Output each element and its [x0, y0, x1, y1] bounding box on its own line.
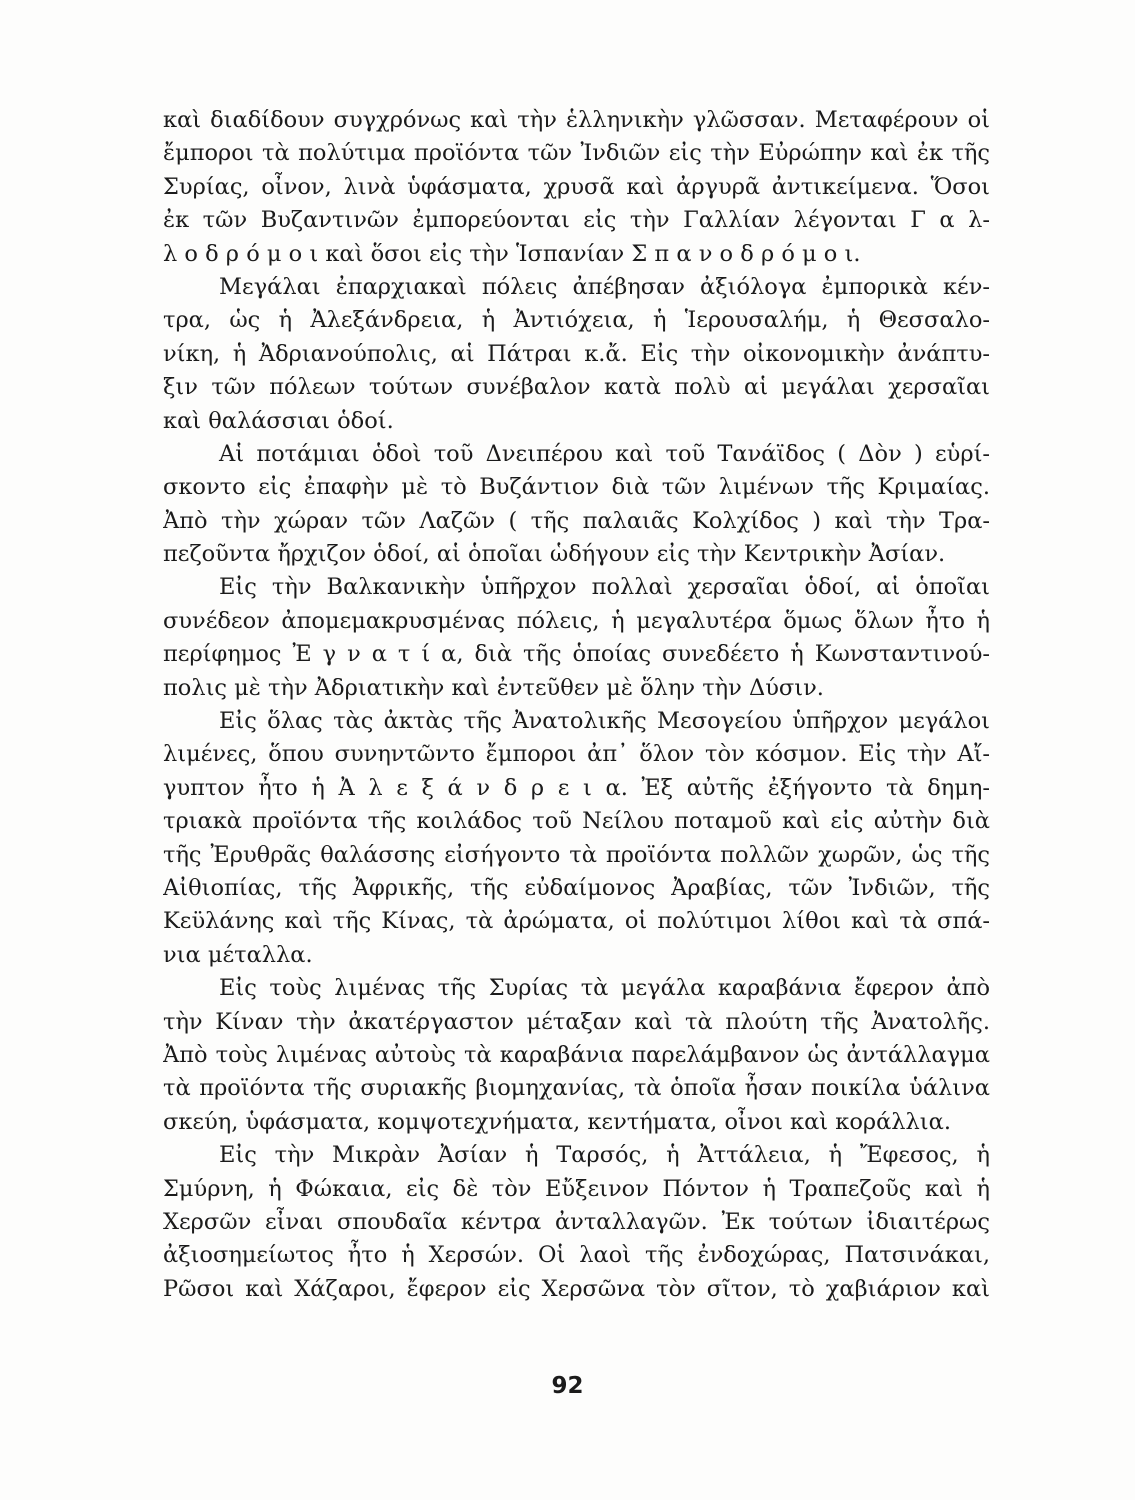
- text-line: καὶ διαδίδουν συγχρόνως καὶ τὴν ἑλληνικὴν γλῶσσαν. Μεταφέρουν οἱ: [163, 107, 990, 133]
- text-line: ἔμποροι τὰ πολύτιμα προϊόντα τῶν Ἰνδιῶν εἰς τὴν Εὐρώπην καὶ ἐκ τῆς: [163, 140, 990, 167]
- text-line: Ἀπὸ τὴν χώραν τῶν Λαζῶν ( τῆς παλαιᾶς Κολχίδος ) καὶ τὴν Τρα-: [163, 507, 990, 534]
- text-line: λιμένες, ὅπου συνηντῶντο ἔμποροι ἀπ᾽ ὅλον τὸν κόσμον. Εἰς τὴν Αἴ-: [163, 741, 990, 768]
- body-text: [163, 104, 990, 1306]
- text-line: νίκη, ἡ Ἀδριανούπολις, αἱ Πάτραι κ.ἄ. Εἰς τὴν οἰκονομικὴν ἀνάπτυ-: [163, 340, 990, 367]
- text-line: Χερσῶν εἶναι σπουδαῖα κέντρα ἀνταλλαγῶν. Ἐκ τούτων ἰδιαιτέρως: [163, 1208, 990, 1235]
- text-line: Κεϋλάνης καὶ τῆς Κίνας, τὰ ἀρώματα, οἱ πολύτιμοι λίθοι καὶ τὰ σπά-: [163, 908, 990, 935]
- paragraph-first-line: Μεγάλαι ἐπαρχιακαὶ πόλεις ἀπέβησαν ἀξιόλογα ἐμπορικὰ κέν-: [219, 273, 990, 300]
- text-line: τρα, ὡς ἡ Ἀλεξάνδρεια, ἡ Ἀντιόχεια, ἡ Ἱερουσαλήμ, ἡ Θεσσαλο-: [163, 307, 990, 334]
- text-line: Ρῶσοι καὶ Χάζαροι, ἔφερον εἰς Χερσῶνα τὸν σῖτον, τὸ χαβιάριον καὶ: [163, 1275, 990, 1302]
- text-line: συνέδεον ἀπομεμακρυσμένας πόλεις, ἡ μεγαλυτέρα ὅμως ὅλων ἦτο ἡ: [163, 607, 990, 634]
- text-line: πεζοῦντα ἤρχιζον ὁδοί, αἱ ὁποῖαι ὡδήγουν εἰς τὴν Κεντρικὴν Ἀσίαν.: [163, 541, 946, 568]
- text-line: Σμύρνη, ἡ Φώκαια, εἰς δὲ τὸν Εὔξεινον Πόντον ἡ Τραπεζοῦς καὶ ἡ: [163, 1175, 990, 1202]
- text-line: Συρίας, οἶνον, λινὰ ὑφάσματα, χρυσᾶ καὶ ἀργυρᾶ ἀντικείμενα. Ὅσοι: [163, 173, 990, 200]
- text-line: νια μέταλλα.: [163, 941, 313, 968]
- paragraph-first-line: Εἰς τὴν Μικρὰν Ἀσίαν ἡ Ταρσός, ἡ Ἀττάλεια, ἡ Ἔφεσος, ἡ: [219, 1142, 990, 1169]
- text-line: σκοντο εἰς ἐπαφὴν μὲ τὸ Βυζάντιον διὰ τῶν λιμένων τῆς Κριμαίας.: [163, 474, 990, 501]
- text-line: τριακὰ προϊόντα τῆς κοιλάδος τοῦ Νείλου ποταμοῦ καὶ εἰς αὐτὴν διὰ: [163, 808, 990, 835]
- text-line: περίφημος Ἐ γ ν α τ ί α, διὰ τῆς ὁποίας συνεδέετο ἡ Κωνσταντινού-: [163, 641, 990, 668]
- text-line: σκεύη, ὑφάσματα, κομψοτεχνήματα, κεντήματα, οἶνοι καὶ κοράλλια.: [163, 1108, 951, 1135]
- text-line: Αἰθιοπίας, τῆς Ἀφρικῆς, τῆς εὐδαίμονος Ἀραβίας, τῶν Ἰνδιῶν, τῆς: [163, 874, 990, 901]
- paragraph-first-line: Εἰς τοὺς λιμένας τῆς Συρίας τὰ μεγάλα καραβάνια ἔφερον ἀπὸ: [219, 975, 990, 1002]
- text-line: πολις μὲ τὴν Ἀδριατικὴν καὶ ἐντεῦθεν μὲ ὅλην τὴν Δύσιν.: [163, 674, 824, 701]
- text-line: ἐκ τῶν Βυζαντινῶν ἐμπορεύονται εἰς τὴν Γαλλίαν λέγονται Γ α λ-: [163, 207, 990, 234]
- paragraph-first-line: Αἱ ποτάμιαι ὁδοὶ τοῦ Δνειπέρου καὶ τοῦ Τανάϊδος ( Δὸν ) εὑρί-: [219, 440, 990, 467]
- paragraph-first-line: Εἰς τὴν Βαλκανικὴν ὑπῆρχον πολλαὶ χερσαῖαι ὁδοί, αἱ ὁποῖαι: [219, 574, 990, 601]
- text-line: καὶ θαλάσσιαι ὁδοί.: [163, 407, 394, 434]
- text-line: τῆς Ἐρυθρᾶς θαλάσσης εἰσήγοντο τὰ προϊόντα πολλῶν χωρῶν, ὡς τῆς: [163, 841, 990, 868]
- text-line: λ ο δ ρ ό μ ο ι καὶ ὅσοι εἰς τὴν Ἱσπανίαν Σ π α ν ο δ ρ ό μ ο ι.: [163, 240, 861, 267]
- paragraph-first-line: Εἰς ὅλας τὰς ἀκτὰς τῆς Ἀνατολικῆς Μεσογείου ὑπῆρχον μεγάλοι: [219, 708, 990, 735]
- text-line: ἀξιοσημείωτος ἦτο ἡ Χερσών. Οἱ λαοὶ τῆς ἐνδοχώρας, Πατσινάκαι,: [163, 1242, 990, 1269]
- text-line: τὰ προϊόντα τῆς συριακῆς βιομηχανίας, τὰ ὁποῖα ἦσαν ποικίλα ὑάλινα: [163, 1075, 990, 1102]
- text-line: Ἀπὸ τοὺς λιμένας αὐτοὺς τὰ καραβάνια παρελάμβανον ὡς ἀντάλλαγμα: [163, 1041, 990, 1068]
- page-number: 92: [551, 1373, 584, 1399]
- text-line: γυπτον ἦτο ἡ Ἀ λ ε ξ ά ν δ ρ ε ι α. Ἐξ αὐτῆς ἐξήγοντο τὰ δημη-: [163, 774, 990, 801]
- text-line: ξιν τῶν πόλεων τούτων συνέβαλον κατὰ πολὺ αἱ μεγάλαι χερσαῖαι: [163, 374, 990, 401]
- text-line: τὴν Κίναν τὴν ἀκατέργαστον μέταξαν καὶ τὰ πλούτη τῆς Ἀνατολῆς.: [163, 1008, 990, 1035]
